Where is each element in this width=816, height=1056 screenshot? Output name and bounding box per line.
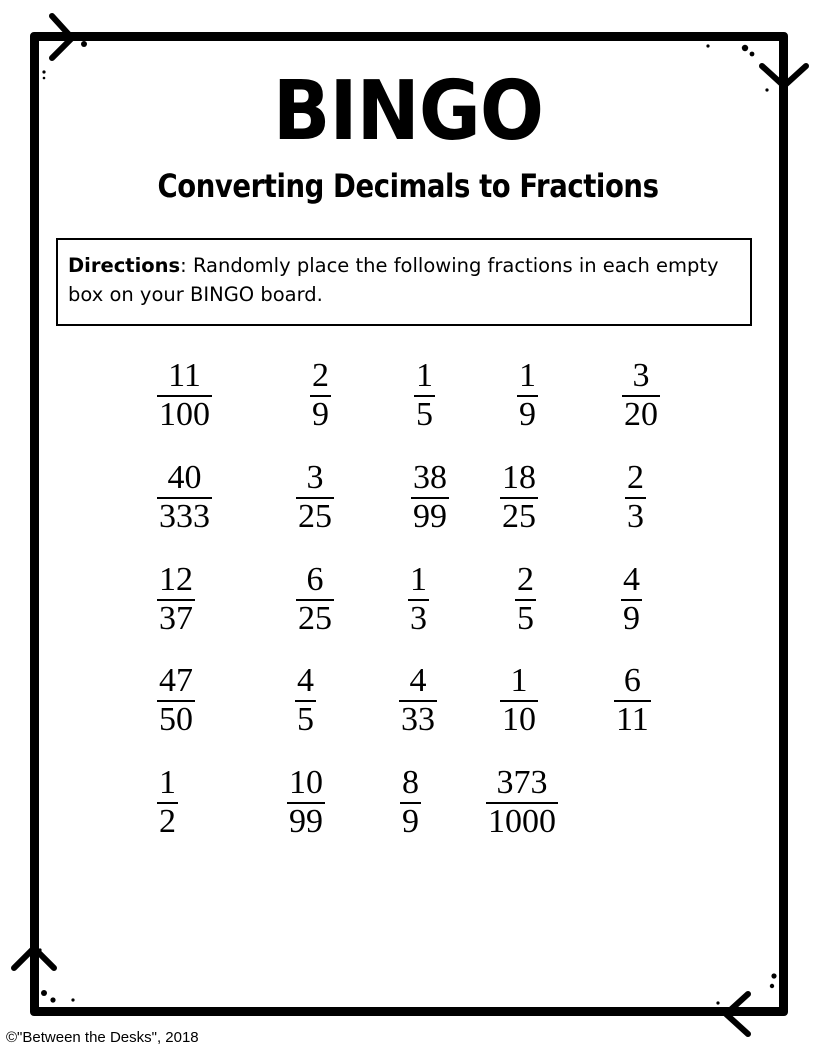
fraction-item: 6 25 xyxy=(298,561,332,637)
fraction-item: 18 25 xyxy=(502,459,536,535)
fraction-item: 1 2 xyxy=(159,764,176,840)
fraction-item: 47 50 xyxy=(159,662,193,738)
fraction-item: 40 333 xyxy=(159,459,210,535)
fraction-item: 1 5 xyxy=(416,357,433,433)
fraction-item: 1 9 xyxy=(519,357,536,433)
fraction-item: 11 100 xyxy=(159,357,210,433)
fraction-item: 12 37 xyxy=(159,561,193,637)
fraction-item: 2 3 xyxy=(627,459,644,535)
fraction-item: 2 9 xyxy=(312,357,329,433)
fraction-item: 373 1000 xyxy=(488,764,556,840)
fraction-item: 8 9 xyxy=(402,764,419,840)
directions-text: : Randomly place the following fractions in each empty box on your BINGO board. xyxy=(68,254,719,306)
fraction-item: 3 25 xyxy=(298,459,332,535)
fraction-item: 6 11 xyxy=(616,662,649,738)
fraction-item: 4 9 xyxy=(623,561,640,637)
directions-label: Directions xyxy=(68,254,181,277)
fraction-item: 1 3 xyxy=(410,561,427,637)
fraction-item: 3 20 xyxy=(624,357,658,433)
fraction-item: 38 99 xyxy=(413,459,447,535)
fraction-item: 4 5 xyxy=(297,662,314,738)
fraction-item: 2 5 xyxy=(517,561,534,637)
page-title: BINGO xyxy=(272,64,544,159)
page-subtitle: Converting Decimals to Fractions xyxy=(157,167,659,205)
directions-box xyxy=(56,238,752,326)
fraction-item: 1 10 xyxy=(502,662,536,738)
copyright-footer: ©"Between the Desks", 2018 xyxy=(6,1029,199,1046)
fraction-item: 4 33 xyxy=(401,662,435,738)
fraction-item: 10 99 xyxy=(289,764,323,840)
